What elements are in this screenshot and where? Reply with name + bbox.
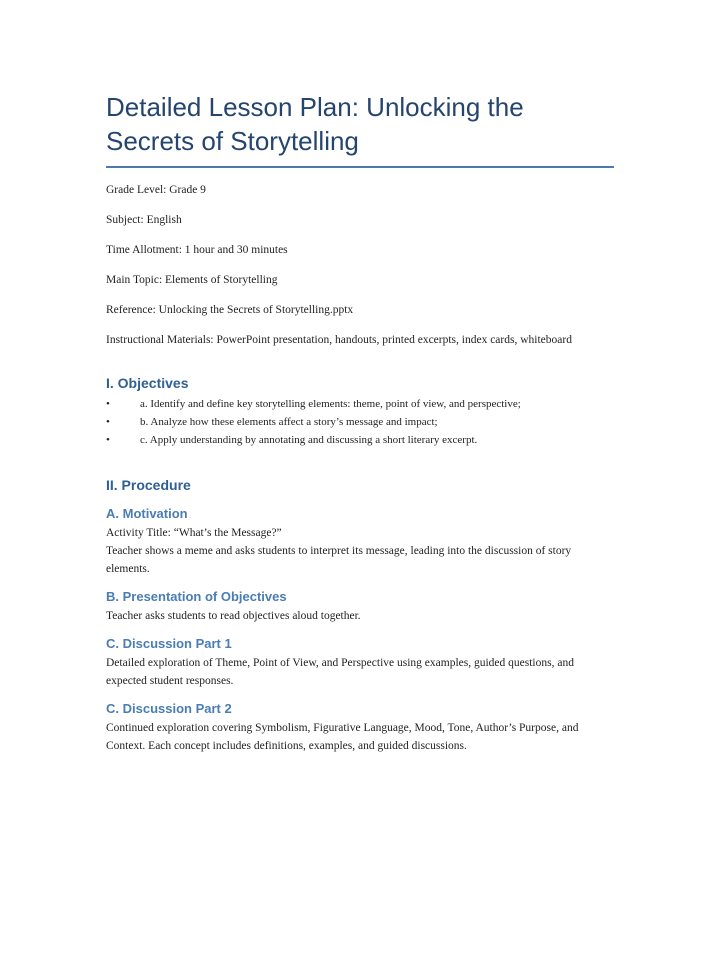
activity-title: Activity Title: “What’s the Message?”	[106, 527, 282, 539]
lesson-meta	[106, 182, 614, 349]
title-underline	[106, 166, 614, 168]
presentation-description: Teacher asks students to read objectives aloud together.	[106, 610, 361, 622]
bullet-icon: •	[106, 416, 110, 428]
objective-text: c. Apply understanding by annotating and discussing a short literary excerpt.	[140, 434, 478, 446]
objectives-heading: I. Objectives	[106, 375, 189, 391]
bullet-icon: •	[106, 398, 110, 410]
section-heading-motivation: A. Motivation	[106, 506, 188, 521]
main-topic: Main Topic: Elements of Storytelling	[106, 274, 278, 286]
motivation-description: Teacher shows a meme and asks students to interpret its message, leading into the discussion of story elements.	[106, 545, 572, 575]
objective-item	[106, 395, 616, 413]
subject: Subject: English	[106, 214, 182, 226]
grade-level: Grade Level: Grade 9	[106, 184, 206, 196]
discussion-2-description: Continued exploration covering Symbolism, Figurative Language, Mood, Tone, Author’s Purpose, and Context. Each concept includes definitions, examples, and guided discussions.	[106, 722, 579, 752]
instructional-materials: Instructional Materials: PowerPoint presentation, handouts, printed excerpts, index cards, whiteboard	[106, 334, 572, 346]
section-heading-discussion-2: C. Discussion Part 2	[106, 701, 232, 716]
section-heading-discussion-1: C. Discussion Part 1	[106, 636, 232, 651]
bullet-icon: •	[106, 434, 110, 446]
objective-text: b. Analyze how these elements affect a story’s message and impact;	[140, 416, 438, 428]
objectives-list	[106, 395, 616, 449]
objective-item	[106, 431, 616, 449]
section-heading-presentation: B. Presentation of Objectives	[106, 589, 287, 604]
discussion-1-description: Detailed exploration of Theme, Point of View, and Perspective using examples, guided questions, and expected student responses.	[106, 657, 574, 687]
reference: Reference: Unlocking the Secrets of Storytelling.pptx	[106, 304, 354, 316]
objective-item	[106, 413, 616, 431]
objective-text: a. Identify and define key storytelling elements: theme, point of view, and perspective;	[140, 398, 521, 410]
time-allotment: Time Allotment: 1 hour and 30 minutes	[106, 244, 288, 256]
document-title: Detailed Lesson Plan: Unlocking the Secrets of Storytelling	[106, 92, 524, 156]
procedure-heading: II. Procedure	[106, 477, 191, 493]
